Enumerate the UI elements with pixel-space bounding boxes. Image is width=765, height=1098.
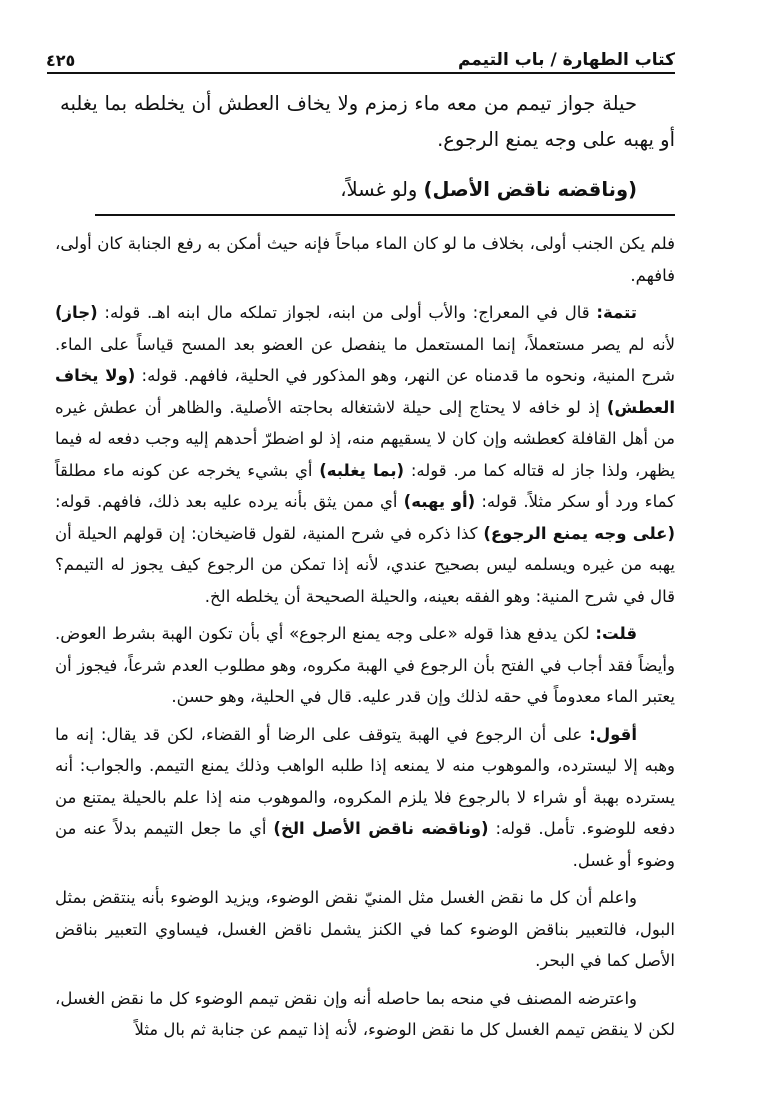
text-footnote-divider: [95, 214, 675, 216]
commentary-paragraph: [55, 719, 675, 877]
bold-quote: (وناقضه ناقض الأصل الخ): [273, 819, 489, 838]
matn-line: [60, 172, 675, 208]
bold-quote: تتمة:: [596, 303, 637, 322]
commentary-paragraph: [55, 882, 675, 977]
main-text: [60, 86, 675, 208]
page-number: ٤٢٥: [46, 51, 76, 70]
commentary-text: إذ لو خافه لا يحتاج إلى حيلة لاشتغاله بحاجته الأصلية. والظاهر أن عطش غيره من أهل القافلة كعطشه وإن كان لا يسقيهم منه، إذ لو اضطرّ أحدهم إليه وجب دفعه له فيما يظهر، ولذا جاز له قتاله كما مر. قوله:: [55, 397, 676, 480]
commentary-paragraph: [55, 618, 675, 713]
commentary-text: لأنه لم يصر مستعملاً، إنما المستعمل ما ينفصل عن العضو بعد المسح قياساً على الماء. شرح المنية، ونحوه ما قدمناه عن النهر، وهو المذكور في الحلية، فافهم. قوله:: [55, 334, 675, 385]
commentary-paragraph: [55, 297, 675, 612]
bold-quote: أقول:: [589, 724, 637, 744]
bold-quote: (جاز): [55, 303, 98, 322]
bold-quote: قلت:: [595, 624, 637, 643]
commentary-text: واعترضه المصنف في منحه بما حاصله أنه وإن نقض تيمم الوضوء كل ما نقض الغسل، لكن لا ينقض تيمم الغسل كل ما نقض الوضوء، لأنه إذا تيمم عن جنابة ثم بال مثلاً: [55, 988, 675, 1039]
bold-quote: (بما يغلبه): [319, 460, 405, 480]
commentary-section: [55, 228, 675, 1052]
commentary-text: لكن يدفع هذا قوله «على وجه يمنع الرجوع» أي بأن تكون الهبة بشرط العوض. وأيضاً فقد أجاب في الفتح بأن الرجوع في الهبة مكروه، وهو مطلوب العدم شرعاً، فيجوز أن يعتبر الماء معدوماً في حقه لذلك وإن قدر عليه. قال في الحلية، وهو حسن.: [55, 624, 675, 706]
matn-continuation: ولو غسلاً،: [340, 178, 424, 201]
header-rule: [47, 72, 675, 74]
commentary-paragraph: [55, 228, 675, 291]
running-header: [46, 42, 675, 70]
commentary-text: على أن الرجوع في الهبة يتوقف على الرضا أو القضاء، لكن قد يقال: إنه ما وهبه إلا ليسترده، والموهوب منه لا يمنعه إذا طلبه الواهب وذلك يمنع التيمم. والجواب: أنه يسترده بهبة أو شراء لا بالرجوع فلا يلزم المكروه، والموهوب منه إذا علم بالحيلة يمتنع من دفعه للوضوء. تأمل. قوله:: [55, 724, 676, 838]
main-paragraph: حيلة جواز تيمم من معه ماء زمزم ولا يخاف العطش أن يخلطه بما يغلبه أو يهبه على وجه يمنع الرجوع.: [60, 92, 675, 151]
header-title: كتاب الطهارة / باب التيمم: [457, 50, 675, 70]
commentary-text: أي بشيء يخرجه عن كونه ماء مطلقاً كماء ورد أو سكر مثلاً. قوله:: [55, 460, 675, 511]
commentary-paragraph: [55, 983, 675, 1046]
commentary-text: فلم يكن الجنب أولى، بخلاف ما لو كان الماء مباحاً فإنه حيث أمكن به رفع الجنابة كان أولى، فافهم.: [55, 234, 675, 285]
commentary-text: قال في المعراج: والأب أولى من ابنه، لجواز تملكه مال ابنه اهـ. قوله:: [97, 303, 597, 322]
commentary-text: أي ممن يثق بأنه يرده عليه بعد ذلك، فافهم. قوله:: [55, 492, 404, 511]
bold-quote: (على وجه يمنع الرجوع): [483, 523, 675, 543]
matn-quote: (وناقضه ناقض الأصل): [423, 178, 637, 201]
commentary-text: أي ما جعل التيمم بدلاً عنه من وضوء أو غسل.: [55, 819, 675, 870]
bold-quote: (ولا يخاف العطش): [55, 366, 675, 417]
commentary-text: كذا ذكره في شرح المنية، لقول قاضيخان: إن قولهم الحيلة أن يهبه من غيره ويسلمه ليس بصحيح عندي، لأنه إذا تمكن من الرجوع كيف يجوز له التيمم؟ قال في شرح المنية: وهو الفقه بعينه، والحيلة الصحيحة أن يخلطه الخ.: [55, 523, 675, 606]
commentary-text: واعلم أن كل ما نقض الغسل مثل المنيّ نقض الوضوء، ويزيد الوضوء بأنه ينتقض بمثل البول، فالتعبير بناقض الوضوء كما في الكنز يشمل ناقض الغسل، فيساوي التعبير بناقض الأصل كما في البحر.: [55, 888, 675, 970]
bold-quote: (أو يهبه): [403, 492, 476, 511]
